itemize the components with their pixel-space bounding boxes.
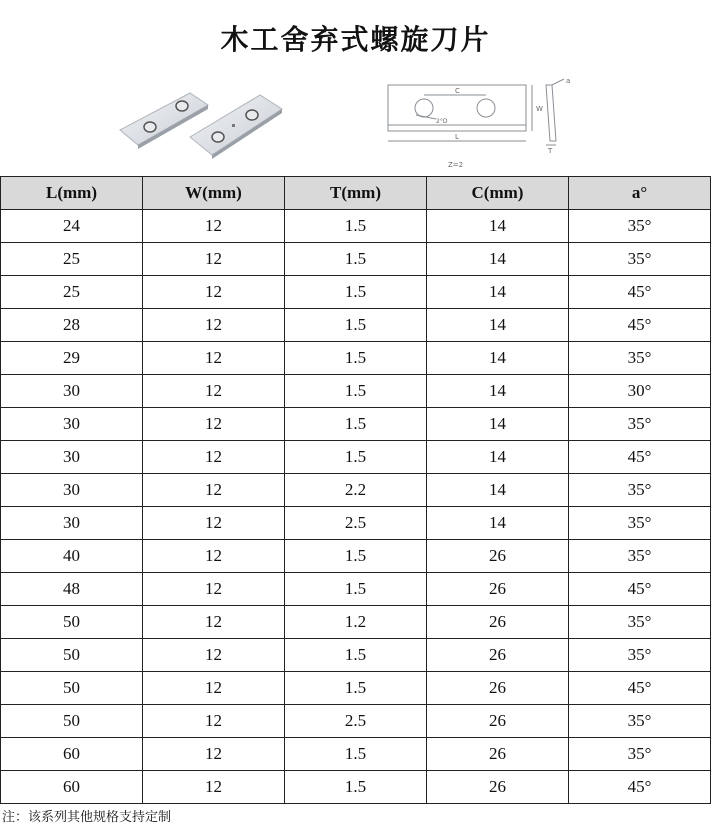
col-header-w: W(mm) [143, 177, 285, 210]
table-cell: 60 [1, 738, 143, 771]
table-cell: 35° [569, 408, 711, 441]
table-cell: 35° [569, 342, 711, 375]
col-header-l: L(mm) [1, 177, 143, 210]
table-cell: 35° [569, 474, 711, 507]
table-row [1, 210, 711, 243]
col-header-c: C(mm) [427, 177, 569, 210]
table-row [1, 309, 711, 342]
table-cell: 14 [427, 408, 569, 441]
table-cell: 26 [427, 705, 569, 738]
table-cell: 40 [1, 540, 143, 573]
table-cell: 12 [143, 672, 285, 705]
table-cell: 45° [569, 771, 711, 804]
table-row [1, 243, 711, 276]
table-cell: 2.5 [285, 507, 427, 540]
page-title: 木工舍弃式螺旋刀片 [220, 23, 491, 56]
table-cell: 48 [1, 573, 143, 606]
table-cell: 50 [1, 639, 143, 672]
table-row [1, 639, 711, 672]
table-cell: 12 [143, 639, 285, 672]
table-cell: 12 [143, 474, 285, 507]
table-cell: 12 [143, 210, 285, 243]
table-cell: 1.5 [285, 441, 427, 474]
table-cell: 35° [569, 639, 711, 672]
table-cell: 12 [143, 540, 285, 573]
table-cell: 12 [143, 342, 285, 375]
table-row [1, 540, 711, 573]
z-label: Z=2 [448, 161, 464, 169]
table-cell: 12 [143, 408, 285, 441]
blade-technical-drawing [380, 75, 580, 173]
table-header-row [1, 177, 711, 210]
table-row [1, 507, 711, 540]
footnote: 注：该系列其他规格支持定制 [2, 810, 172, 825]
table-cell: 12 [143, 276, 285, 309]
table-cell: 45° [569, 441, 711, 474]
table-cell: 14 [427, 474, 569, 507]
table-cell: 26 [427, 573, 569, 606]
table-cell: 12 [143, 606, 285, 639]
table-row [1, 441, 711, 474]
dim-a-label: a [566, 77, 571, 85]
table-row [1, 606, 711, 639]
table-cell: 2.5 [285, 705, 427, 738]
table-cell: 1.5 [285, 738, 427, 771]
table-cell: 30 [1, 441, 143, 474]
table-cell: 14 [427, 243, 569, 276]
table-cell: 1.5 [285, 540, 427, 573]
table-cell: 1.5 [285, 243, 427, 276]
table-cell: 28 [1, 309, 143, 342]
table-row [1, 771, 711, 804]
table-row [1, 573, 711, 606]
table-cell: 26 [427, 606, 569, 639]
table-cell: 45° [569, 309, 711, 342]
table-cell: 12 [143, 771, 285, 804]
table-cell: 1.5 [285, 771, 427, 804]
table-cell: 26 [427, 639, 569, 672]
dim-c-label: C [455, 87, 460, 95]
table-cell: 35° [569, 210, 711, 243]
table-cell: 12 [143, 375, 285, 408]
table-cell: 14 [427, 375, 569, 408]
table-row [1, 276, 711, 309]
table-cell: 1.5 [285, 672, 427, 705]
table-cell: 35° [569, 540, 711, 573]
table-cell: 14 [427, 276, 569, 309]
table-body [1, 210, 711, 804]
table-row [1, 408, 711, 441]
dim-t-label: T [548, 147, 553, 155]
col-header-t: T(mm) [285, 177, 427, 210]
table-cell: 35° [569, 705, 711, 738]
dim-d-label: 2°D [436, 118, 448, 125]
table-cell: 1.5 [285, 342, 427, 375]
table-cell: 26 [427, 540, 569, 573]
table-cell: 1.5 [285, 573, 427, 606]
table-cell: 12 [143, 738, 285, 771]
table-cell: 12 [143, 705, 285, 738]
table-row [1, 474, 711, 507]
table-cell: 50 [1, 705, 143, 738]
table-row [1, 705, 711, 738]
table-cell: 2.2 [285, 474, 427, 507]
table-cell: 35° [569, 738, 711, 771]
table-cell: 35° [569, 606, 711, 639]
table-cell: 1.5 [285, 210, 427, 243]
table-cell: 1.5 [285, 309, 427, 342]
table-cell: 45° [569, 276, 711, 309]
table-cell: 30 [1, 507, 143, 540]
table-cell: 12 [143, 309, 285, 342]
table-cell: 24 [1, 210, 143, 243]
table-cell: 26 [427, 738, 569, 771]
table-cell: 30 [1, 375, 143, 408]
table-cell: 1.5 [285, 276, 427, 309]
table-cell: 30 [1, 474, 143, 507]
col-header-a: a° [569, 177, 711, 210]
table-cell: 14 [427, 441, 569, 474]
table-row [1, 342, 711, 375]
spec-table [0, 176, 711, 804]
table-cell: 25 [1, 276, 143, 309]
table-cell: 1.5 [285, 408, 427, 441]
table-cell: 14 [427, 309, 569, 342]
blade-photo [112, 75, 292, 165]
table-cell: 45° [569, 672, 711, 705]
table-cell: 12 [143, 441, 285, 474]
dim-l-label: L [455, 133, 459, 141]
table-cell: 1.2 [285, 606, 427, 639]
table-cell: 30 [1, 408, 143, 441]
table-cell: 12 [143, 507, 285, 540]
table-cell: 50 [1, 672, 143, 705]
dim-w-label: W [536, 105, 543, 113]
table-row [1, 738, 711, 771]
table-cell: 26 [427, 672, 569, 705]
table-cell: 29 [1, 342, 143, 375]
table-cell: 14 [427, 507, 569, 540]
table-cell: 12 [143, 243, 285, 276]
table-cell: 35° [569, 243, 711, 276]
table-cell: 14 [427, 210, 569, 243]
table-cell: 1.5 [285, 375, 427, 408]
table-row [1, 672, 711, 705]
table-cell: 45° [569, 573, 711, 606]
table-cell: 26 [427, 771, 569, 804]
table-cell: 60 [1, 771, 143, 804]
table-cell: 25 [1, 243, 143, 276]
table-cell: 14 [427, 342, 569, 375]
table-row [1, 375, 711, 408]
table-cell: 35° [569, 507, 711, 540]
table-cell: 12 [143, 573, 285, 606]
table-cell: 30° [569, 375, 711, 408]
table-cell: 1.5 [285, 639, 427, 672]
table-cell: 50 [1, 606, 143, 639]
